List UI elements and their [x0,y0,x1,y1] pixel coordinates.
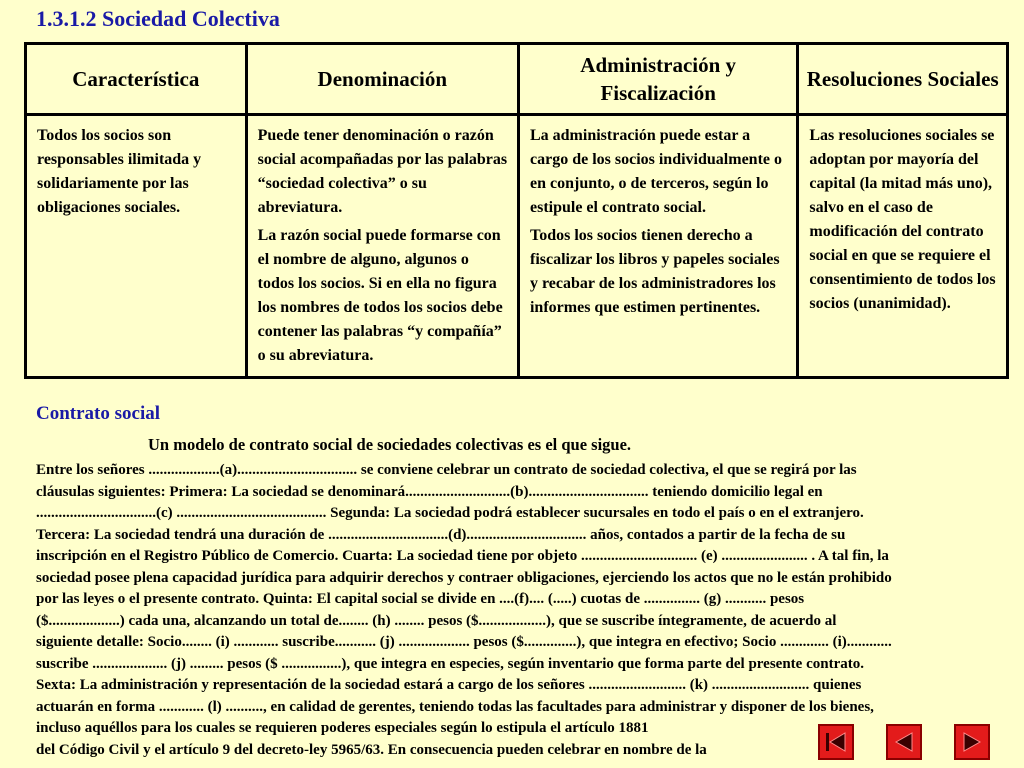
section-intro: Un modelo de contrato social de sociedades colectivas es el que sigue. [148,435,632,454]
contract-line: actuarán en forma ............ (l) .........., en calidad de gerentes, teniendo todas las facultades para administrar y disponer de los bienes, [36,698,874,715]
next-slide-icon [956,726,988,758]
header-administracion: Administración y Fiscalización [518,44,797,115]
first-slide-icon [820,726,852,758]
table-row [26,115,1008,378]
previous-slide-icon [888,726,920,758]
previous-slide-button[interactable] [886,724,922,760]
cell-resoluciones [798,115,1008,378]
contract-line: cláusulas siguientes: Primera: La sociedad se denominará............................(b)................................ teniendo domicilio legal en [36,483,823,500]
contract-line: Sexta: La administración y representación de la sociedad estará a cargo de los señores .......................... (k) .......................... quienes [36,677,862,693]
cell-paragraph: La administración puede estar a cargo de los socios individualmente o en conjunto, o de terceros, según lo estipule el contrato social. [529,127,782,216]
cell-paragraph: Todos los socios son responsables ilimitada y solidariamente por las obligaciones sociales. [37,127,202,216]
contract-line: Entre los señores ...................(a)................................ se conviene celebrar un contrato de sociedad colectiva, el que se regirá por las [36,462,857,478]
contract-line: siguiente detalle: Socio........ (i) ............ suscribe........... (j) ................... pesos ($..............), que integra en efectivo; Socio ............. (i)............ [36,634,892,650]
header-denominacion: Denominación [246,44,518,115]
contract-line: suscribe .................... (j) ......... pesos ($ ................), que integra en especies, según inventario que forma parte del presente contrato. [36,655,864,672]
header-caracteristica: Característica [26,44,247,115]
cell-caracteristica [26,115,247,378]
contract-line: ($...................) cada una, alcanzando un total de........ (h) ........ pesos ($..................), que se suscribe íntegramente, de acuerdo al [36,612,837,629]
page-title: 1.3.1.2 Sociedad Colectiva [36,6,280,31]
contract-line: ................................(c) ........................................ Segunda: La sociedad podrá establecer sucursales en todo el país o en el extranjero. [36,505,864,521]
header-resoluciones: Resoluciones Sociales [798,44,1008,115]
cell-paragraph: Todos los socios tienen derecho a fiscalizar los libros y papeles sociales y recabar de los administradores los informes que estimen pertinentes. [529,227,780,316]
contract-line: del Código Civil y el artículo 9 del decreto-ley 5965/63. En consecuencia pueden celebrar en nombre de la [36,741,707,758]
first-slide-button[interactable] [818,724,854,760]
contract-line: incluso aquéllos para los cuales se requieren poderes especiales según lo estipula el artículo 1881 [36,720,649,736]
section-heading: Contrato social [36,403,161,424]
contract-line: inscripción en el Registro Público de Comercio. Cuarta: La sociedad tiene por objeto ............................... (e) ....................... . A tal fin, la [36,548,889,564]
cell-paragraph: Puede tener denominación o razón social acompañadas por las palabras “sociedad colectiva” o su abreviatura. [257,127,508,216]
next-slide-button[interactable] [954,724,990,760]
contract-text [36,460,1020,761]
comparison-table [24,42,1009,379]
contract-line: por las leyes o el presente contrato. Quinta: El capital social se divide en ....(f).... (.....) cuotas de ............... (g) ........... pesos [36,591,805,607]
cell-paragraph: Las resoluciones sociales se adoptan por mayoría del capital (la mitad más uno), salvo en el caso de modificación del contrato social en que se requiere el consentimiento de todos los socios (unanimidad). [809,127,996,312]
table-header-row [26,44,1008,115]
cell-administracion [518,115,797,378]
cell-denominacion [246,115,518,378]
contract-line: Tercera: La sociedad tendrá una duración de ................................(d)................................ años, contados a partir de la fecha de su [36,526,846,543]
contract-line: sociedad posee plena capacidad jurídica para adquirir derechos y contraer obligaciones, ejerciendo los actos que no le están prohibido [36,569,892,586]
cell-paragraph: La razón social puede formarse con el nombre de alguno, algunos o todos los socios. Si en ella no figura los nombres de todos los socios debe contener las palabras “y compañía” o su abreviatura. [257,227,503,364]
